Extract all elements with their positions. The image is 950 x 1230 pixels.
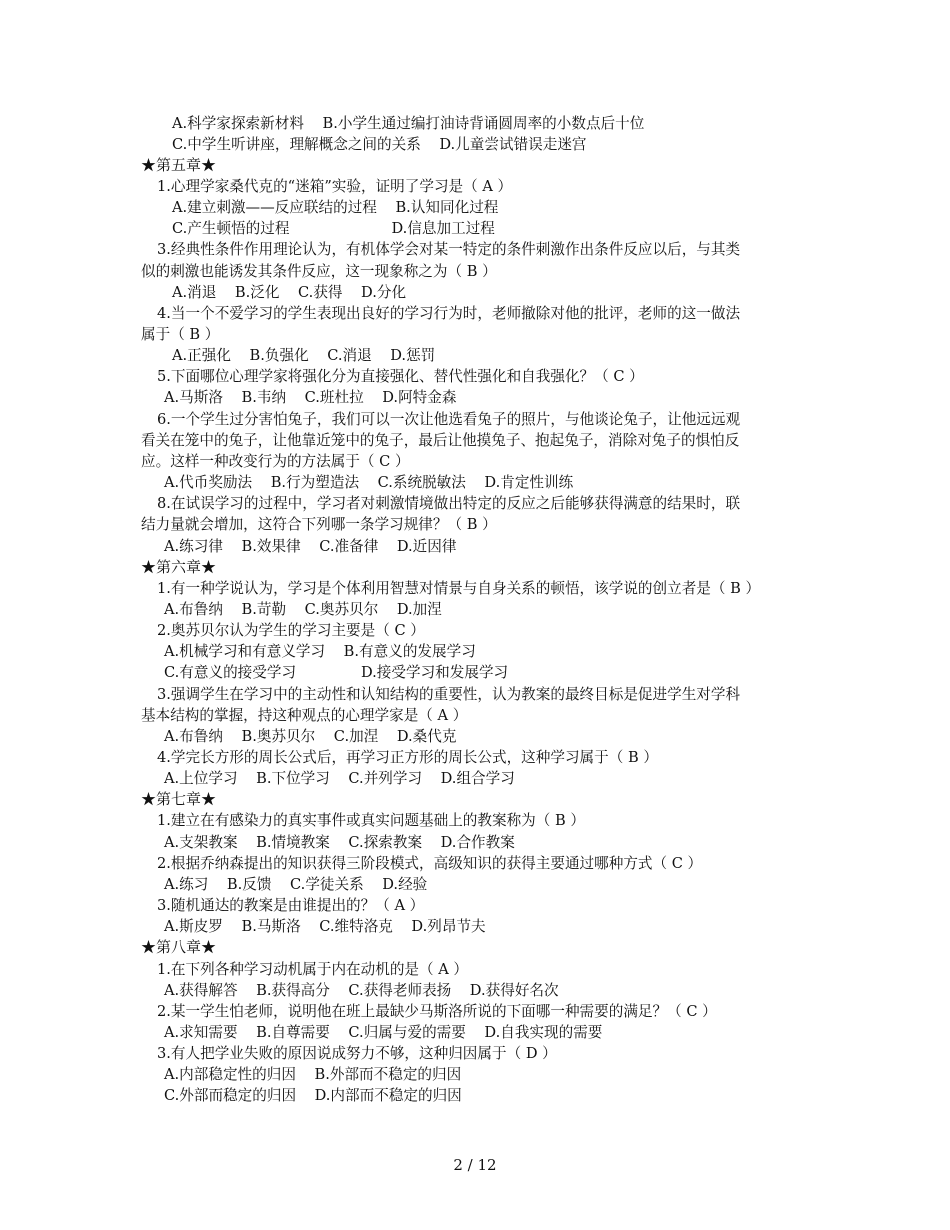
text-line: A.正强化 B.负强化 C.消退 D.惩罚 <box>172 347 436 365</box>
text-line: A.机械学习和有意义学习 B.有意义的发展学习 <box>164 643 476 661</box>
text-line: C.中学生听讲座，理解概念之间的关系 D.儿童尝试错误走迷宫 <box>172 135 587 153</box>
text-line: C.外部而稳定的归因 D.内部而不稳定的归因 <box>164 1087 462 1105</box>
text-line: 2.奥苏贝尔认为学生的学习主要是（ C ） <box>157 622 425 640</box>
text-line: 似的刺激也能诱发其条件反应，这一现象称之为（ B ） <box>141 262 497 280</box>
chapter-heading: ★第六章★ <box>141 557 217 576</box>
text-line: A.获得解答 B.获得高分 C.获得老师表扬 D.获得好名次 <box>164 981 559 999</box>
text-line: A.代币奖励法 B.行为塑造法 C.系统脱敏法 D.肯定性训练 <box>164 474 574 492</box>
text-line: 2.根据乔纳森提出的知识获得三阶段模式，高级知识的获得主要通过哪种方式（ C ） <box>157 854 703 872</box>
text-line: 3.经典性条件作用理论认为，有机体学会对某一特定的条件刺激作出条件反应以后，与其类 <box>157 241 741 259</box>
text-line: C.产生顿悟的过程 D.信息加工过程 <box>172 220 495 238</box>
text-line: 属于（ B ） <box>141 326 220 343</box>
text-line: 2.某一学生怕老师，说明他在班上最缺少马斯洛所说的下面哪一种需要的满足？（ C ） <box>157 1002 717 1020</box>
text-line: A.斯皮罗 B.马斯洛 C.维特洛克 D.列昂节夫 <box>164 918 486 936</box>
text-line: 6.一个学生过分害怕兔子，我们可以一次让他选看兔子的照片，与他谈论兔子，让他远远观 <box>157 410 741 428</box>
text-line: 3.随机通达的教案是由谁提出的？（ A ） <box>157 897 425 915</box>
chapter-heading: ★第五章★ <box>141 155 217 174</box>
text-line: A.科学家探索新材料 B.小学生通过编打油诗背诵圆周率的小数点后十位 <box>172 114 645 132</box>
text-line: 看关在笼中的兔子，让他靠近笼中的兔子，最后让他摸兔子、抱起兔子，消除对兔子的惧怕反 <box>141 431 740 449</box>
text-line: A.求知需要 B.自尊需要 C.归属与爱的需要 D.自我实现的需要 <box>164 1023 603 1041</box>
text-line: 8.在试误学习的过程中，学习者对刺激情境做出特定的反应之后能够获得满意的结果时，联 <box>157 495 741 513</box>
text-line: 1.在下列各种学习动机属于内在动机的是（ A ） <box>157 960 469 978</box>
text-line: A.练习律 B.效果律 C.准备律 D.近因律 <box>164 537 457 555</box>
chapter-heading: ★第七章★ <box>141 790 217 809</box>
text-line: C.有意义的接受学习 D.接受学习和发展学习 <box>164 664 509 682</box>
text-line: A.建立刺激——反应联结的过程 B.认知同化过程 <box>172 199 499 217</box>
chapter-heading: ★第八章★ <box>141 938 217 957</box>
text-line: 5.下面哪位心理学家将强化分为直接强化、替代性强化和自我强化？（ C ） <box>157 368 644 386</box>
text-line: 1.心理学家桑代克的“迷箱”实验，证明了学习是（ A ） <box>157 177 513 195</box>
text-line: A.消退 B.泛化 C.获得 D.分化 <box>172 283 407 301</box>
text-line: 4.学完长方形的周长公式后，再学习正方形的周长公式，这种学习属于（ B ） <box>157 749 658 766</box>
text-line: A.上位学习 B.下位学习 C.并列学习 D.组合学习 <box>164 770 515 788</box>
text-line: 3.强调学生在学习中的主动性和认知结构的重要性，认为教案的最终目标是促进学生对学科 <box>157 685 741 703</box>
text-line: A.布鲁纳 B.奥苏贝尔 C.加涅 D.桑代克 <box>164 727 457 745</box>
text-line: 4.当一个不爱学习的学生表现出良好的学习行为时，老师撤除对他的批评，老师的这一做法 <box>157 304 741 322</box>
text-line: 结力量就会增加，这符合下列哪一条学习规律？（ B ） <box>141 516 497 534</box>
text-line: A.支架教案 B.情境教案 C.探索教案 D.合作教案 <box>164 833 515 851</box>
text-line: A.内部稳定性的归因 B.外部而不稳定的归因 <box>164 1066 462 1084</box>
text-line: 1.建立在有感染力的真实事件或真实问题基础上的教案称为（ B ） <box>157 812 585 830</box>
text-line: A.练习 B.反馈 C.学徒关系 D.经验 <box>164 875 428 893</box>
text-line: 基本结构的掌握，持这种观点的心理学家是（ A ） <box>141 706 468 724</box>
page-number: 2 / 12 <box>453 1156 497 1174</box>
text-line: 应。这样一种改变行为的方法属于（ C ） <box>141 452 410 470</box>
text-line: 1.有一种学说认为，学习是个体利用智慧对情景与自身关系的顿悟，该学说的创立者是（ B ） <box>157 579 761 597</box>
text-line: A.布鲁纳 B.苛勒 C.奥苏贝尔 D.加涅 <box>164 600 442 618</box>
text-line: A.马斯洛 B.韦纳 C.班杜拉 D.阿特金森 <box>164 389 457 407</box>
text-line: 3.有人把学业失败的原因说成努力不够，这种归因属于（ D ） <box>157 1045 557 1063</box>
